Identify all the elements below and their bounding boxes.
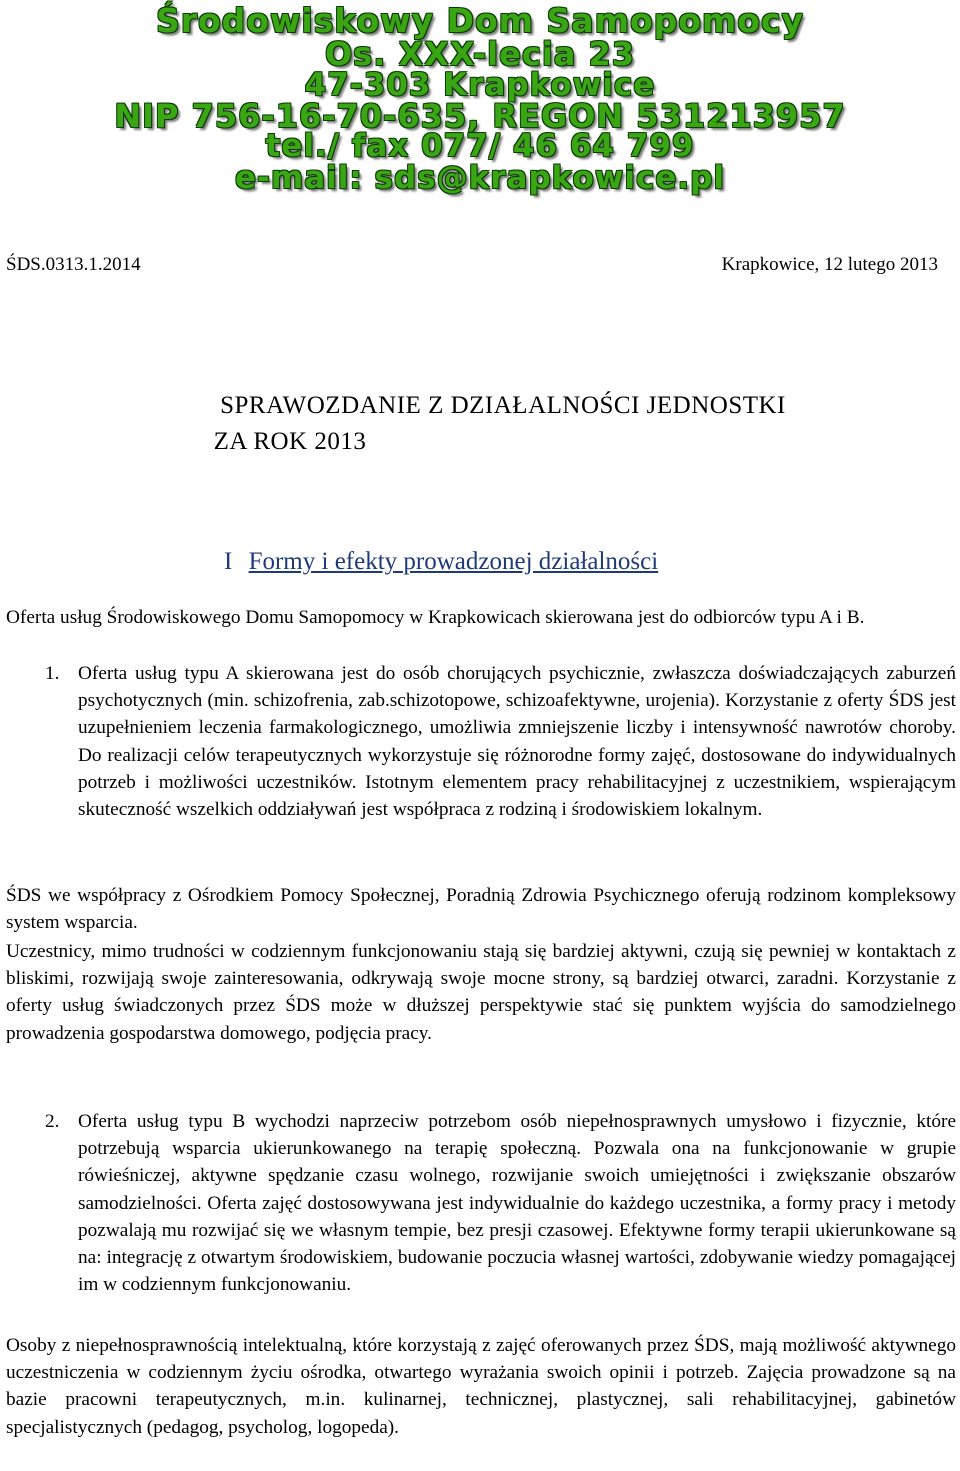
section-heading [224,547,658,577]
list-number-1: 1. [45,663,60,684]
report-year: ZA ROK 2013 [213,428,367,455]
list-item-type-b: Oferta usług typu B wychodzi naprzeciw potrzebom osób niepełnosprawnych umysłowo i fizycznie, które potrzebują wsparcia ukierunkowanego na terapię społeczną. Pozwala ona na funkcjonowanie w grupie rówieśniczej, aktywne spędzanie czasu wolnego, rozwijanie swoich umiejętności i zwiększanie obszarów samodzielności. Oferta zajęć dostosowywana jest indywidualnie do każdego uczestnika, a formy pracy i metody pozwalają mu rozwijać się we własnym tempie, bez presji czasowej. Efektywne formy terapii ukierunkowane są na: integrację z otwartym środowiskiem, budowanie poczucia własnej wartości, zdobywanie wiedzy pomagającej im w codziennym funkcjonowaniu. [78,1111,956,1296]
intro-paragraph: Oferta usług Środowiskowego Domu Samopomocy w Krapkowicach skierowana jest do odbiorców typu A i B. [6,607,865,628]
report-title: SPRAWOZDANIE Z DZIAŁALNOŚCI JEDNOSTKI [220,392,786,419]
list-item-type-a: Oferta usług typu A skierowana jest do osób chorujących psychicznie, zwłaszcza doświadczających zaburzeń psychotycznych (min. schizofrenia, zab.schizotopowe, schizoafektywne, urojenia). Korzystanie z oferty ŚDS jest uzupełnieniem leczenia farmakologicznego, umożliwia zmniejszenie liczby i intensywność nawrotów choroby. Do realizacji celów terapeutycznych wykorzystuje się różnorodne formy zajęć, dostosowane do indywidualnych potrzeb i możliwości uczestników. Istotnym elementem pracy rehabilitacyjnej z uczestnikiem, wspierającym skuteczność wszelkich oddziaływań jest współpraca z rodziną i środowiskiem lokalnym. [78,663,956,821]
letterhead-phone: tel./ fax 077/ 46 64 799 [265,128,695,164]
letterhead-city: 47-303 Krapkowice [304,67,656,103]
section-number: I [224,548,233,575]
place-and-date: Krapkowice, 12 lutego 2013 [721,254,938,275]
section-title: Formy i efekty prowadzonej działalności [248,548,659,575]
cooperation-paragraph: ŚDS we współpracy z Ośrodkiem Pomocy Społecznej, Poradnią Zdrowia Psychicznego oferują rodzinom kompleksowy system wsparcia. [6,885,956,934]
letterhead-street: Os. XXX-lecia 23 [324,35,636,73]
letterhead-tax-ids: NIP 756-16-70-635, REGON 531213957 [114,97,846,135]
letterhead-logo [0,0,960,200]
list-number-2: 2. [45,1111,60,1132]
letterhead-email: e-mail: sds@krapkowice.pl [235,160,725,196]
intellectual-disability-paragraph: Osoby z niepełnosprawnością intelektualną, które korzystają z zajęć oferowanych przez ŚDS, mają możliwość aktywnego uczestniczenia w codziennym życiu ośrodka, otwartego wyrażania swoich opinii i potrzeb. Zajęcia prowadzone są na bazie pracowni terapeutycznych, m.in. kulinarnej, technicznej, plastycznej, sali rehabilitacyjnej, gabinetów specjalistycznych (pedagog, psycholog, logopeda). [6,1335,956,1438]
participants-paragraph: Uczestnicy, mimo trudności w codziennym funkcjonowaniu stają się bardziej aktywni, czują się pewniej w kontaktach z bliskimi, rozwijają swoje zainteresowania, odkrywają swoje mocne strony, są bardziej otwarci, zaradni. Korzystanie z oferty usług świadczonych przez ŚDS może w dłuższej perspektywie stać się punktem wyjścia do samodzielnego prowadzenia gospodarstwa domowego, podjęcia pracy. [6,941,956,1044]
reference-number: ŚDS.0313.1.2014 [6,254,141,275]
letterhead-org-name: Środowiskowy Dom Samopomocy [155,1,805,40]
